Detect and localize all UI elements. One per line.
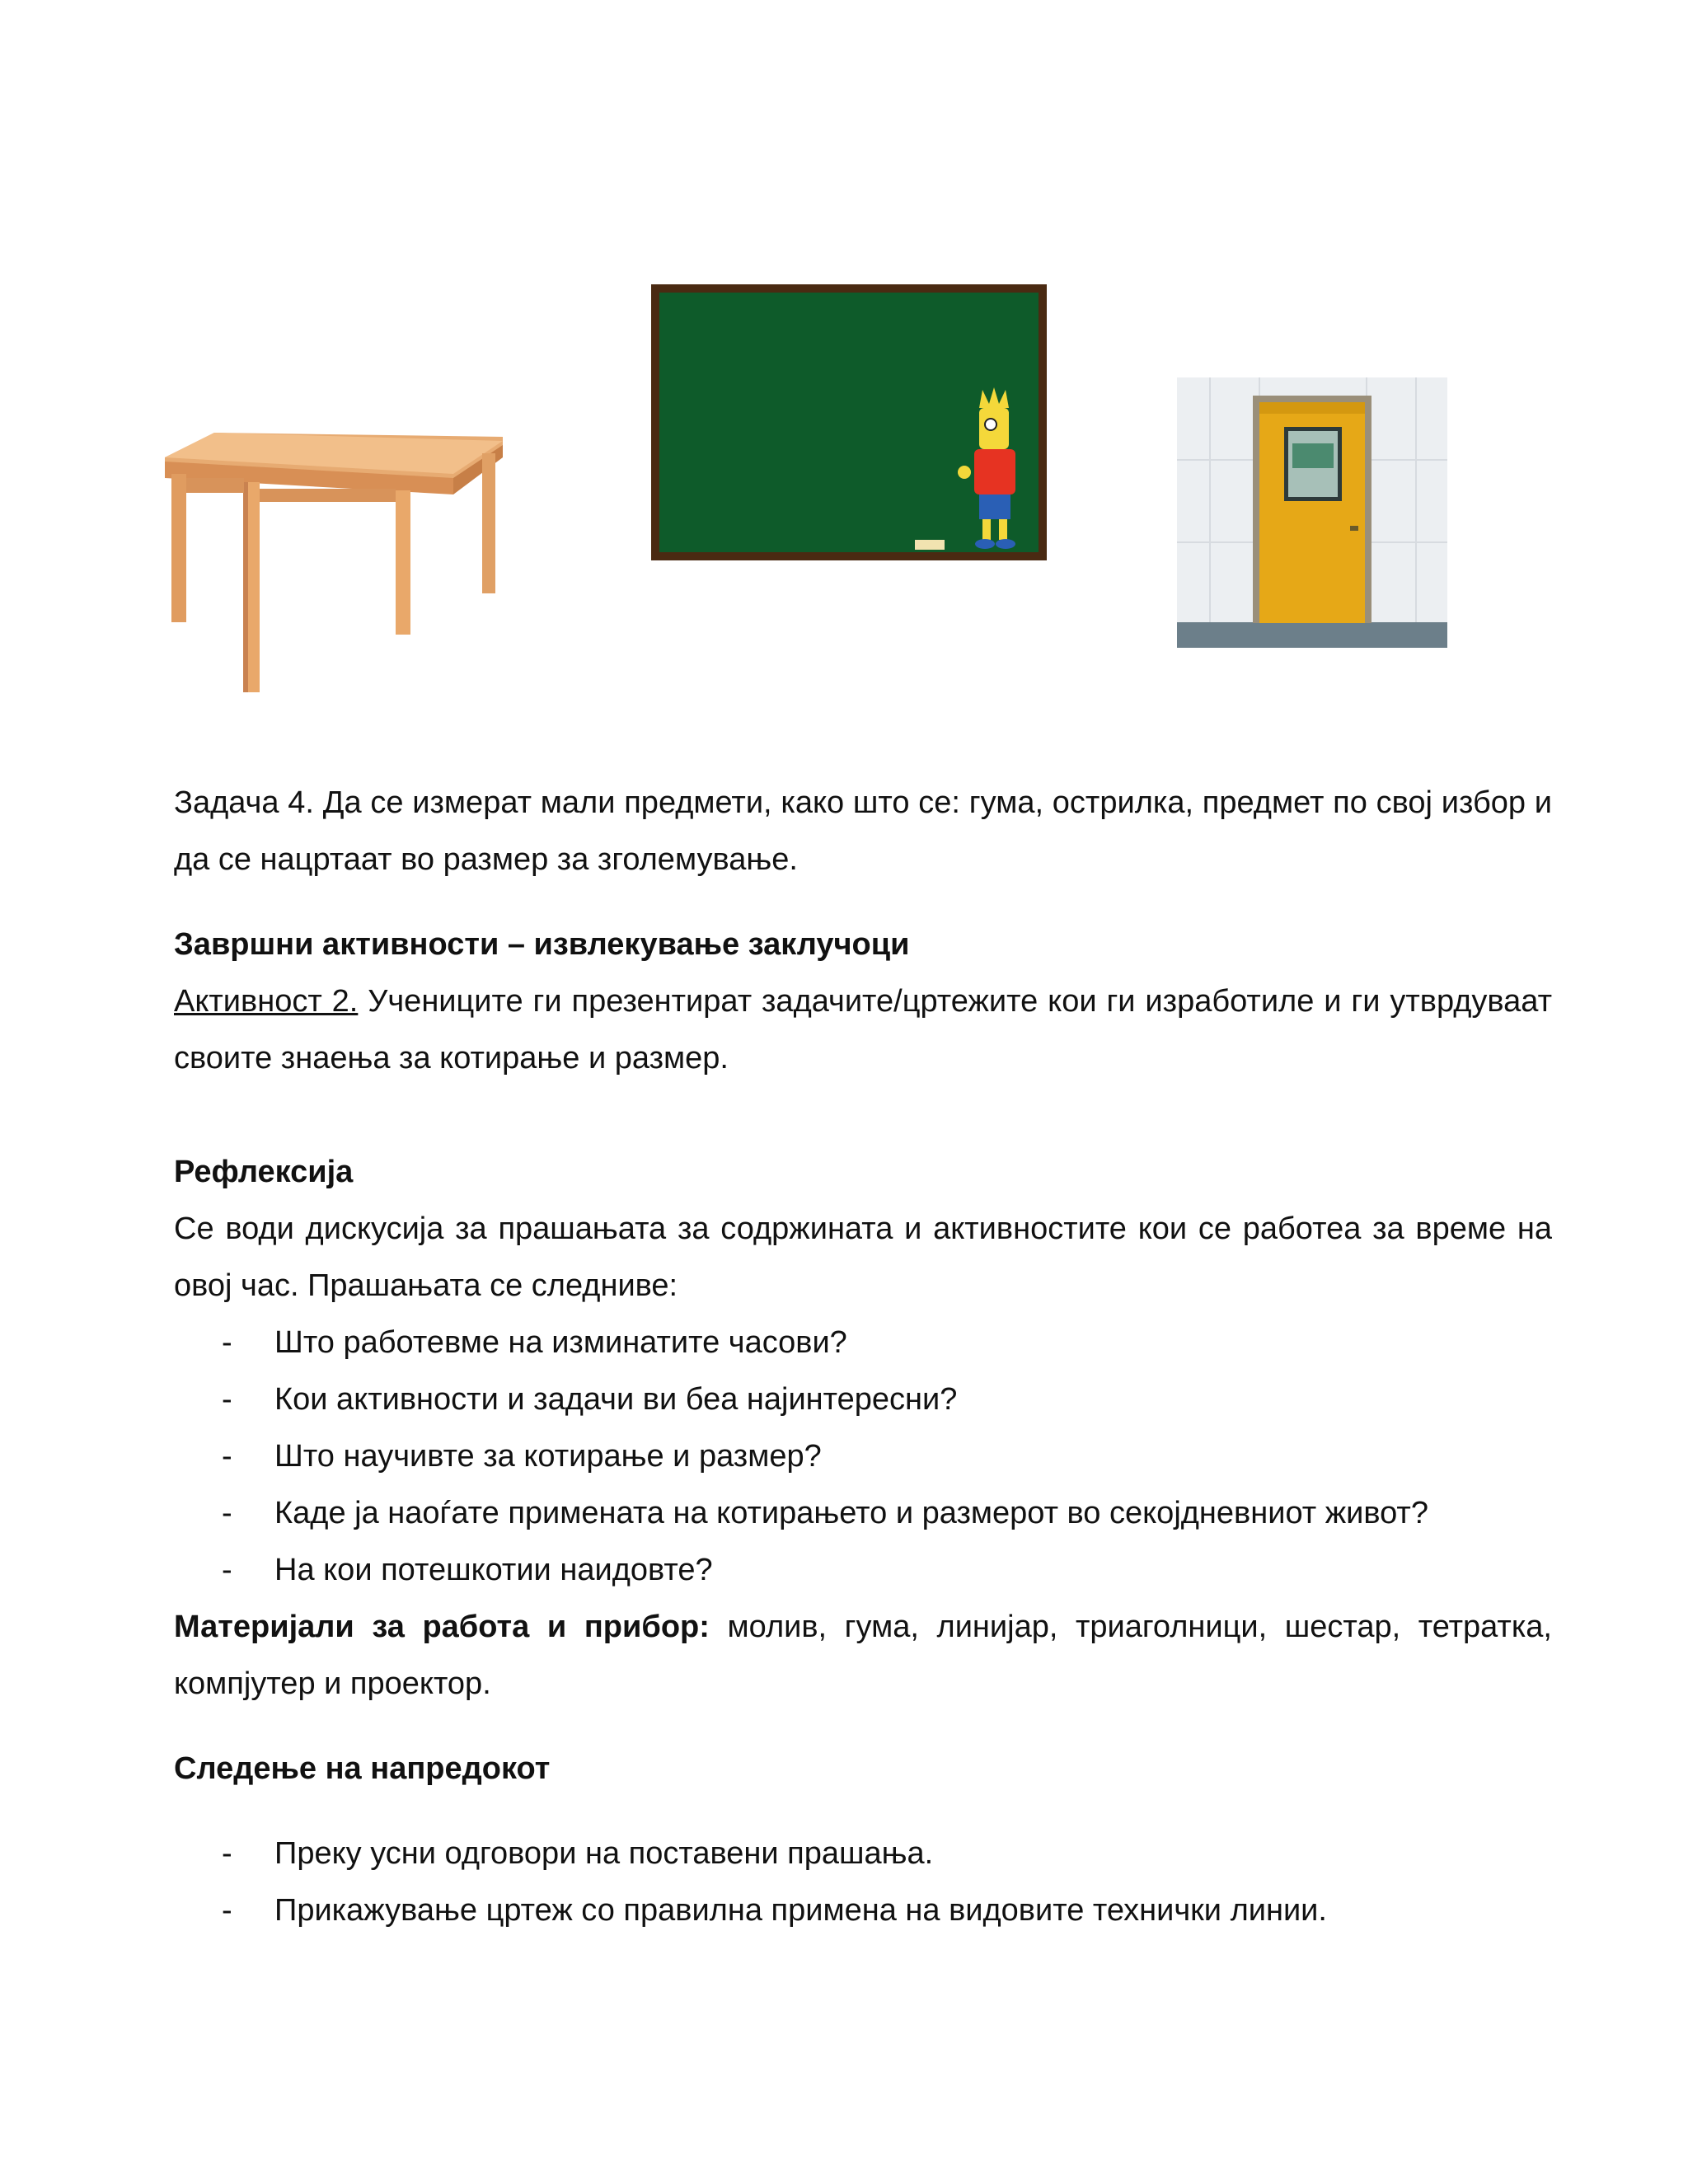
list-item: - Што научивте за котирање и размер? — [222, 1439, 822, 1474]
closing-activities-heading: Завршни активности – извлекување заклучоци — [174, 927, 910, 962]
materials-paragraph — [174, 1599, 1552, 1713]
reflection-intro: Се води дискусија за прашањата за содржината и активностите кои се работеа за време на овој час. Прашањата се следниве: — [174, 1212, 1552, 1303]
list-item: - Кои активности и задачи ви беа најинтересни? — [222, 1382, 958, 1417]
list-item: - Што работевме на изминатите часови? — [222, 1325, 847, 1360]
task-4-text: Задача 4. Да се измерат мали предмети, како што се: гума, острилка, предмет по свој избор и да се нацртаат во размер за зголемување. — [174, 785, 1552, 877]
progress-items — [174, 1825, 1552, 1939]
activity-2-label: Активност 2. — [174, 984, 359, 1019]
list-item: - На кои потешкотии наидовте? — [222, 1553, 713, 1587]
list-item: - Преку усни одговори на поставени прашања. — [222, 1836, 934, 1871]
chalkboard-illustration — [651, 284, 1047, 560]
activity-2-paragraph — [174, 973, 1552, 1087]
list-item: - Каде ја наоѓате примената на котирањето и размерот во секојдневниот живот? — [222, 1496, 1428, 1530]
progress-heading: Следење на напредокот — [174, 1751, 551, 1786]
reflection-questions — [174, 1315, 1552, 1599]
reflection-heading: Рефлексија — [174, 1155, 354, 1189]
table-illustration — [157, 342, 519, 696]
materials-label: Материјали за работа и прибор: — [174, 1610, 710, 1644]
activity-2-text: Учениците ги презентират задачите/цртежите кои ги изработиле и ги утврдуваат своите знаења за котирање и размер. — [174, 984, 1552, 1076]
materials-text: молив, гума, линијар, триаголници, шестар, тетратка, компјутер и проектор. — [174, 1610, 1552, 1701]
door-illustration — [1177, 377, 1447, 648]
list-item: - Прикажување цртеж со правилна примена на видовите технички линии. — [222, 1893, 1327, 1928]
